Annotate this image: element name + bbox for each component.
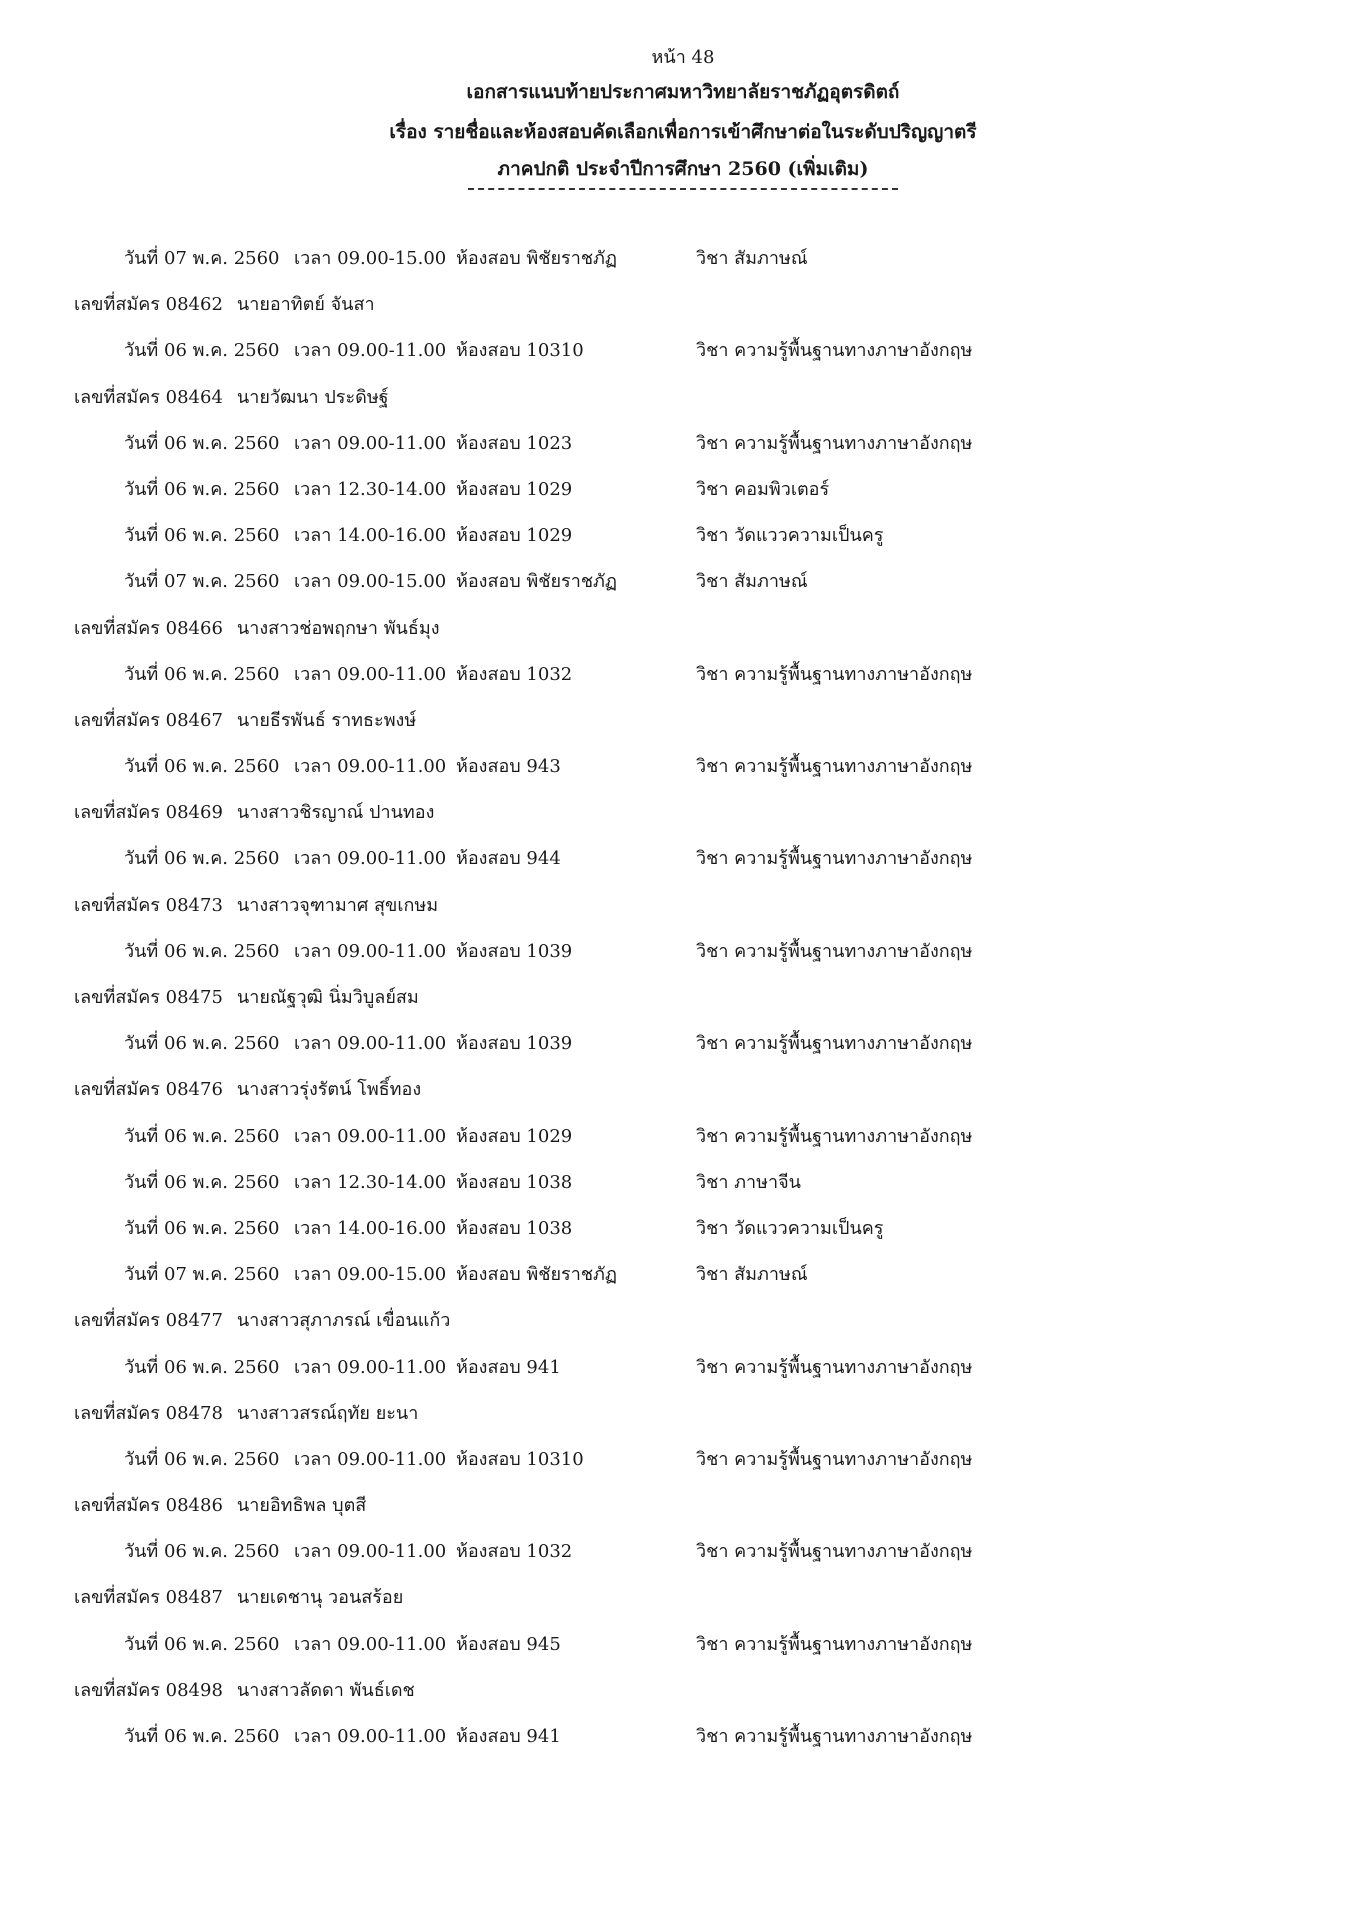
applicant-name: นายณัฐวุฒิ นิ่มวิบูลย์สม [236,987,419,1008]
exam-date: วันที่ 06 พ.ค. 2560 [124,478,280,500]
exam-time: เวลา 09.00-11.00 [294,1633,447,1655]
exam-room: ห้องสอบ พิชัยราชภัฏ [456,1264,617,1286]
exam-date: วันที่ 06 พ.ค. 2560 [124,663,280,685]
exam-subject: วิชา ความรู้พื้นฐานทางภาษาอังกฤษ [696,940,973,962]
exam-schedule-row [0,559,1366,605]
exam-schedule-row [0,236,1366,282]
schedule-list [0,236,1366,1760]
exam-room: ห้องสอบ 941 [456,1726,561,1747]
exam-room: ห้องสอบ พิชัยราชภัฏ [456,571,617,593]
exam-subject: วิชา ความรู้พื้นฐานทางภาษาอังกฤษ [696,1541,973,1563]
applicant-name: นางสาวจุฑามาศ สุขเกษม [236,894,439,916]
exam-schedule-row [0,1437,1366,1483]
exam-time: เวลา 14.00-16.00 [294,1217,447,1239]
exam-date: วันที่ 06 พ.ค. 2560 [124,848,280,870]
exam-time: เวลา 09.00-11.00 [294,340,447,362]
exam-room: ห้องสอบ 1038 [456,1217,573,1239]
exam-subject: วิชา ความรู้พื้นฐานทางภาษาอังกฤษ [696,1125,973,1147]
exam-time: เวลา 09.00-15.00 [294,248,447,269]
exam-subject: วิชา ความรู้พื้นฐานทางภาษาอังกฤษ [696,848,973,870]
exam-date: วันที่ 07 พ.ค. 2560 [124,248,280,269]
exam-schedule-row [0,1114,1366,1160]
exam-date: วันที่ 06 พ.ค. 2560 [124,1726,280,1747]
application-number: เลขที่สมัคร 08476 [74,1079,223,1101]
exam-subject: วิชา ความรู้พื้นฐานทางภาษาอังกฤษ [696,432,973,454]
exam-room: ห้องสอบ 943 [456,756,561,778]
application-number: เลขที่สมัคร 08466 [74,617,223,639]
applicant-row [0,1391,1366,1437]
applicant-name: นายธีรพันธ์ ราทธะพงษ์ [236,709,417,731]
exam-schedule-row [0,652,1366,698]
exam-room: ห้องสอบ 1029 [456,525,573,547]
document-term: ภาคปกติ ประจำปีการศึกษา 2560 (เพิ่มเติม) [497,158,869,180]
exam-room: ห้องสอบ 1039 [456,940,573,962]
exam-subject: วิชา ความรู้พื้นฐานทางภาษาอังกฤษ [696,1356,973,1378]
applicant-row [0,375,1366,421]
exam-date: วันที่ 06 พ.ค. 2560 [124,1448,280,1470]
application-number: เลขที่สมัคร 08477 [74,1310,223,1332]
exam-schedule-row [0,1622,1366,1668]
exam-schedule-row [0,1252,1366,1298]
applicant-row [0,790,1366,836]
exam-schedule-row [0,836,1366,882]
application-number: เลขที่สมัคร 08467 [74,709,223,731]
application-number: เลขที่สมัคร 08462 [74,294,223,316]
exam-schedule-row [0,1345,1366,1391]
application-number: เลขที่สมัคร 08487 [74,1587,223,1609]
application-number: เลขที่สมัคร 08469 [74,802,223,824]
exam-date: วันที่ 06 พ.ค. 2560 [124,940,280,962]
exam-room: ห้องสอบ 941 [456,1356,561,1378]
exam-room: ห้องสอบ 10310 [456,1448,584,1470]
applicant-row [0,1067,1366,1113]
exam-room: ห้องสอบ พิชัยราชภัฏ [456,248,617,269]
applicant-name: นายอาทิตย์ จันสา [236,294,375,316]
exam-time: เวลา 09.00-11.00 [294,1541,447,1563]
document-title: เอกสารแนบท้ายประกาศมหาวิทยาลัยราชภัฏอุตรดิตถ์ [466,81,900,103]
exam-room: ห้องสอบ 1023 [456,432,573,454]
exam-date: วันที่ 06 พ.ค. 2560 [124,1633,280,1655]
exam-time: เวลา 14.00-16.00 [294,525,447,547]
exam-subject: วิชา สัมภาษณ์ [696,1264,808,1286]
application-number: เลขที่สมัคร 08478 [74,1402,223,1424]
exam-subject: วิชา ความรู้พื้นฐานทางภาษาอังกฤษ [696,1726,973,1747]
exam-time: เวลา 09.00-11.00 [294,1356,447,1378]
applicant-row [0,606,1366,652]
applicant-row [0,975,1366,1021]
exam-time: เวลา 09.00-11.00 [294,432,447,454]
exam-schedule-row [0,1714,1366,1760]
exam-time: เวลา 09.00-11.00 [294,1448,447,1470]
exam-room: ห้องสอบ 1038 [456,1171,573,1193]
exam-time: เวลา 09.00-11.00 [294,848,447,870]
exam-subject: วิชา ความรู้พื้นฐานทางภาษาอังกฤษ [696,756,973,778]
application-number: เลขที่สมัคร 08498 [74,1679,223,1701]
applicant-row [0,1298,1366,1344]
applicant-row [0,1575,1366,1621]
exam-subject: วิชา ความรู้พื้นฐานทางภาษาอังกฤษ [696,1633,973,1655]
exam-date: วันที่ 06 พ.ค. 2560 [124,1033,280,1055]
exam-subject: วิชา ความรู้พื้นฐานทางภาษาอังกฤษ [696,1448,973,1470]
application-number: เลขที่สมัคร 08475 [74,987,223,1008]
exam-room: ห้องสอบ 1039 [456,1033,573,1055]
exam-subject: วิชา วัดแววความเป็นครู [696,525,884,547]
exam-time: เวลา 12.30-14.00 [294,1171,447,1193]
exam-subject: วิชา ความรู้พื้นฐานทางภาษาอังกฤษ [696,663,973,685]
exam-time: เวลา 09.00-11.00 [294,663,447,685]
exam-room: ห้องสอบ 1032 [456,663,573,685]
exam-date: วันที่ 06 พ.ค. 2560 [124,340,280,362]
exam-room: ห้องสอบ 1032 [456,1541,573,1563]
exam-schedule-row [0,929,1366,975]
exam-time: เวลา 09.00-15.00 [294,571,447,593]
exam-room: ห้องสอบ 944 [456,848,561,870]
applicant-name: นายอิทธิพล บุตสี [236,1495,367,1517]
exam-schedule-row [0,421,1366,467]
applicant-row [0,282,1366,328]
exam-date: วันที่ 06 พ.ค. 2560 [124,756,280,778]
applicant-name: นางสาวช่อพฤกษา พันธ์มุง [236,617,440,639]
exam-subject: วิชา ความรู้พื้นฐานทางภาษาอังกฤษ [696,1033,973,1055]
applicant-name: นายเดชานุ วอนสร้อย [236,1587,404,1609]
exam-date: วันที่ 07 พ.ค. 2560 [124,571,280,593]
applicant-row [0,883,1366,929]
exam-subject: วิชา ภาษาจีน [696,1171,801,1193]
exam-time: เวลา 09.00-11.00 [294,940,447,962]
exam-date: วันที่ 06 พ.ค. 2560 [124,525,280,547]
header-divider [468,188,898,190]
exam-subject: วิชา ความรู้พื้นฐานทางภาษาอังกฤษ [696,340,973,362]
application-number: เลขที่สมัคร 08464 [74,386,223,408]
applicant-row [0,1483,1366,1529]
applicant-name: นายวัฒนา ประดิษฐ์ [236,386,389,408]
applicant-row [0,698,1366,744]
exam-date: วันที่ 06 พ.ค. 2560 [124,1125,280,1147]
exam-room: ห้องสอบ 1029 [456,1125,573,1147]
exam-date: วันที่ 06 พ.ค. 2560 [124,1356,280,1378]
exam-time: เวลา 09.00-15.00 [294,1264,447,1286]
applicant-name: นางสาวชิรญาณ์ ปานทอง [236,802,435,824]
application-number: เลขที่สมัคร 08486 [74,1495,223,1517]
exam-subject: วิชา คอมพิวเตอร์ [696,478,830,500]
exam-schedule-row [0,744,1366,790]
exam-date: วันที่ 07 พ.ค. 2560 [124,1264,280,1286]
exam-room: ห้องสอบ 945 [456,1633,561,1655]
exam-subject: วิชา สัมภาษณ์ [696,571,808,593]
exam-date: วันที่ 06 พ.ค. 2560 [124,1171,280,1193]
applicant-name: นางสาวสรณ์ฤทัย ยะนา [236,1402,419,1424]
exam-subject: วิชา วัดแววความเป็นครู [696,1217,884,1239]
document-subject: เรื่อง รายชื่อและห้องสอบคัดเลือกเพื่อการเข้าศึกษาต่อในระดับปริญญาตรี [389,121,977,143]
exam-time: เวลา 12.30-14.00 [294,478,447,500]
exam-date: วันที่ 06 พ.ค. 2560 [124,1217,280,1239]
exam-time: เวลา 09.00-11.00 [294,1033,447,1055]
exam-subject: วิชา สัมภาษณ์ [696,248,808,269]
application-number: เลขที่สมัคร 08473 [74,894,223,916]
exam-time: เวลา 09.00-11.00 [294,756,447,778]
exam-schedule-row [0,328,1366,374]
exam-room: ห้องสอบ 10310 [456,340,584,362]
exam-time: เวลา 09.00-11.00 [294,1125,447,1147]
exam-schedule-row [0,1021,1366,1067]
exam-schedule-row [0,513,1366,559]
applicant-name: นางสาวสุภาภรณ์ เขื่อนแก้ว [236,1310,451,1332]
exam-schedule-row [0,1206,1366,1252]
exam-time: เวลา 09.00-11.00 [294,1726,447,1747]
exam-date: วันที่ 06 พ.ค. 2560 [124,1541,280,1563]
page-number: หน้า 48 [651,47,715,68]
exam-schedule-row [0,1160,1366,1206]
applicant-name: นางสาวลัดดา พันธ์เดช [236,1679,415,1701]
exam-schedule-row [0,467,1366,513]
document-header [0,44,1366,190]
exam-schedule-row [0,1529,1366,1575]
applicant-name: นางสาวรุ่งรัตน์ โพธิ์ทอง [236,1079,422,1101]
applicant-row [0,1668,1366,1714]
exam-room: ห้องสอบ 1029 [456,478,573,500]
exam-date: วันที่ 06 พ.ค. 2560 [124,432,280,454]
